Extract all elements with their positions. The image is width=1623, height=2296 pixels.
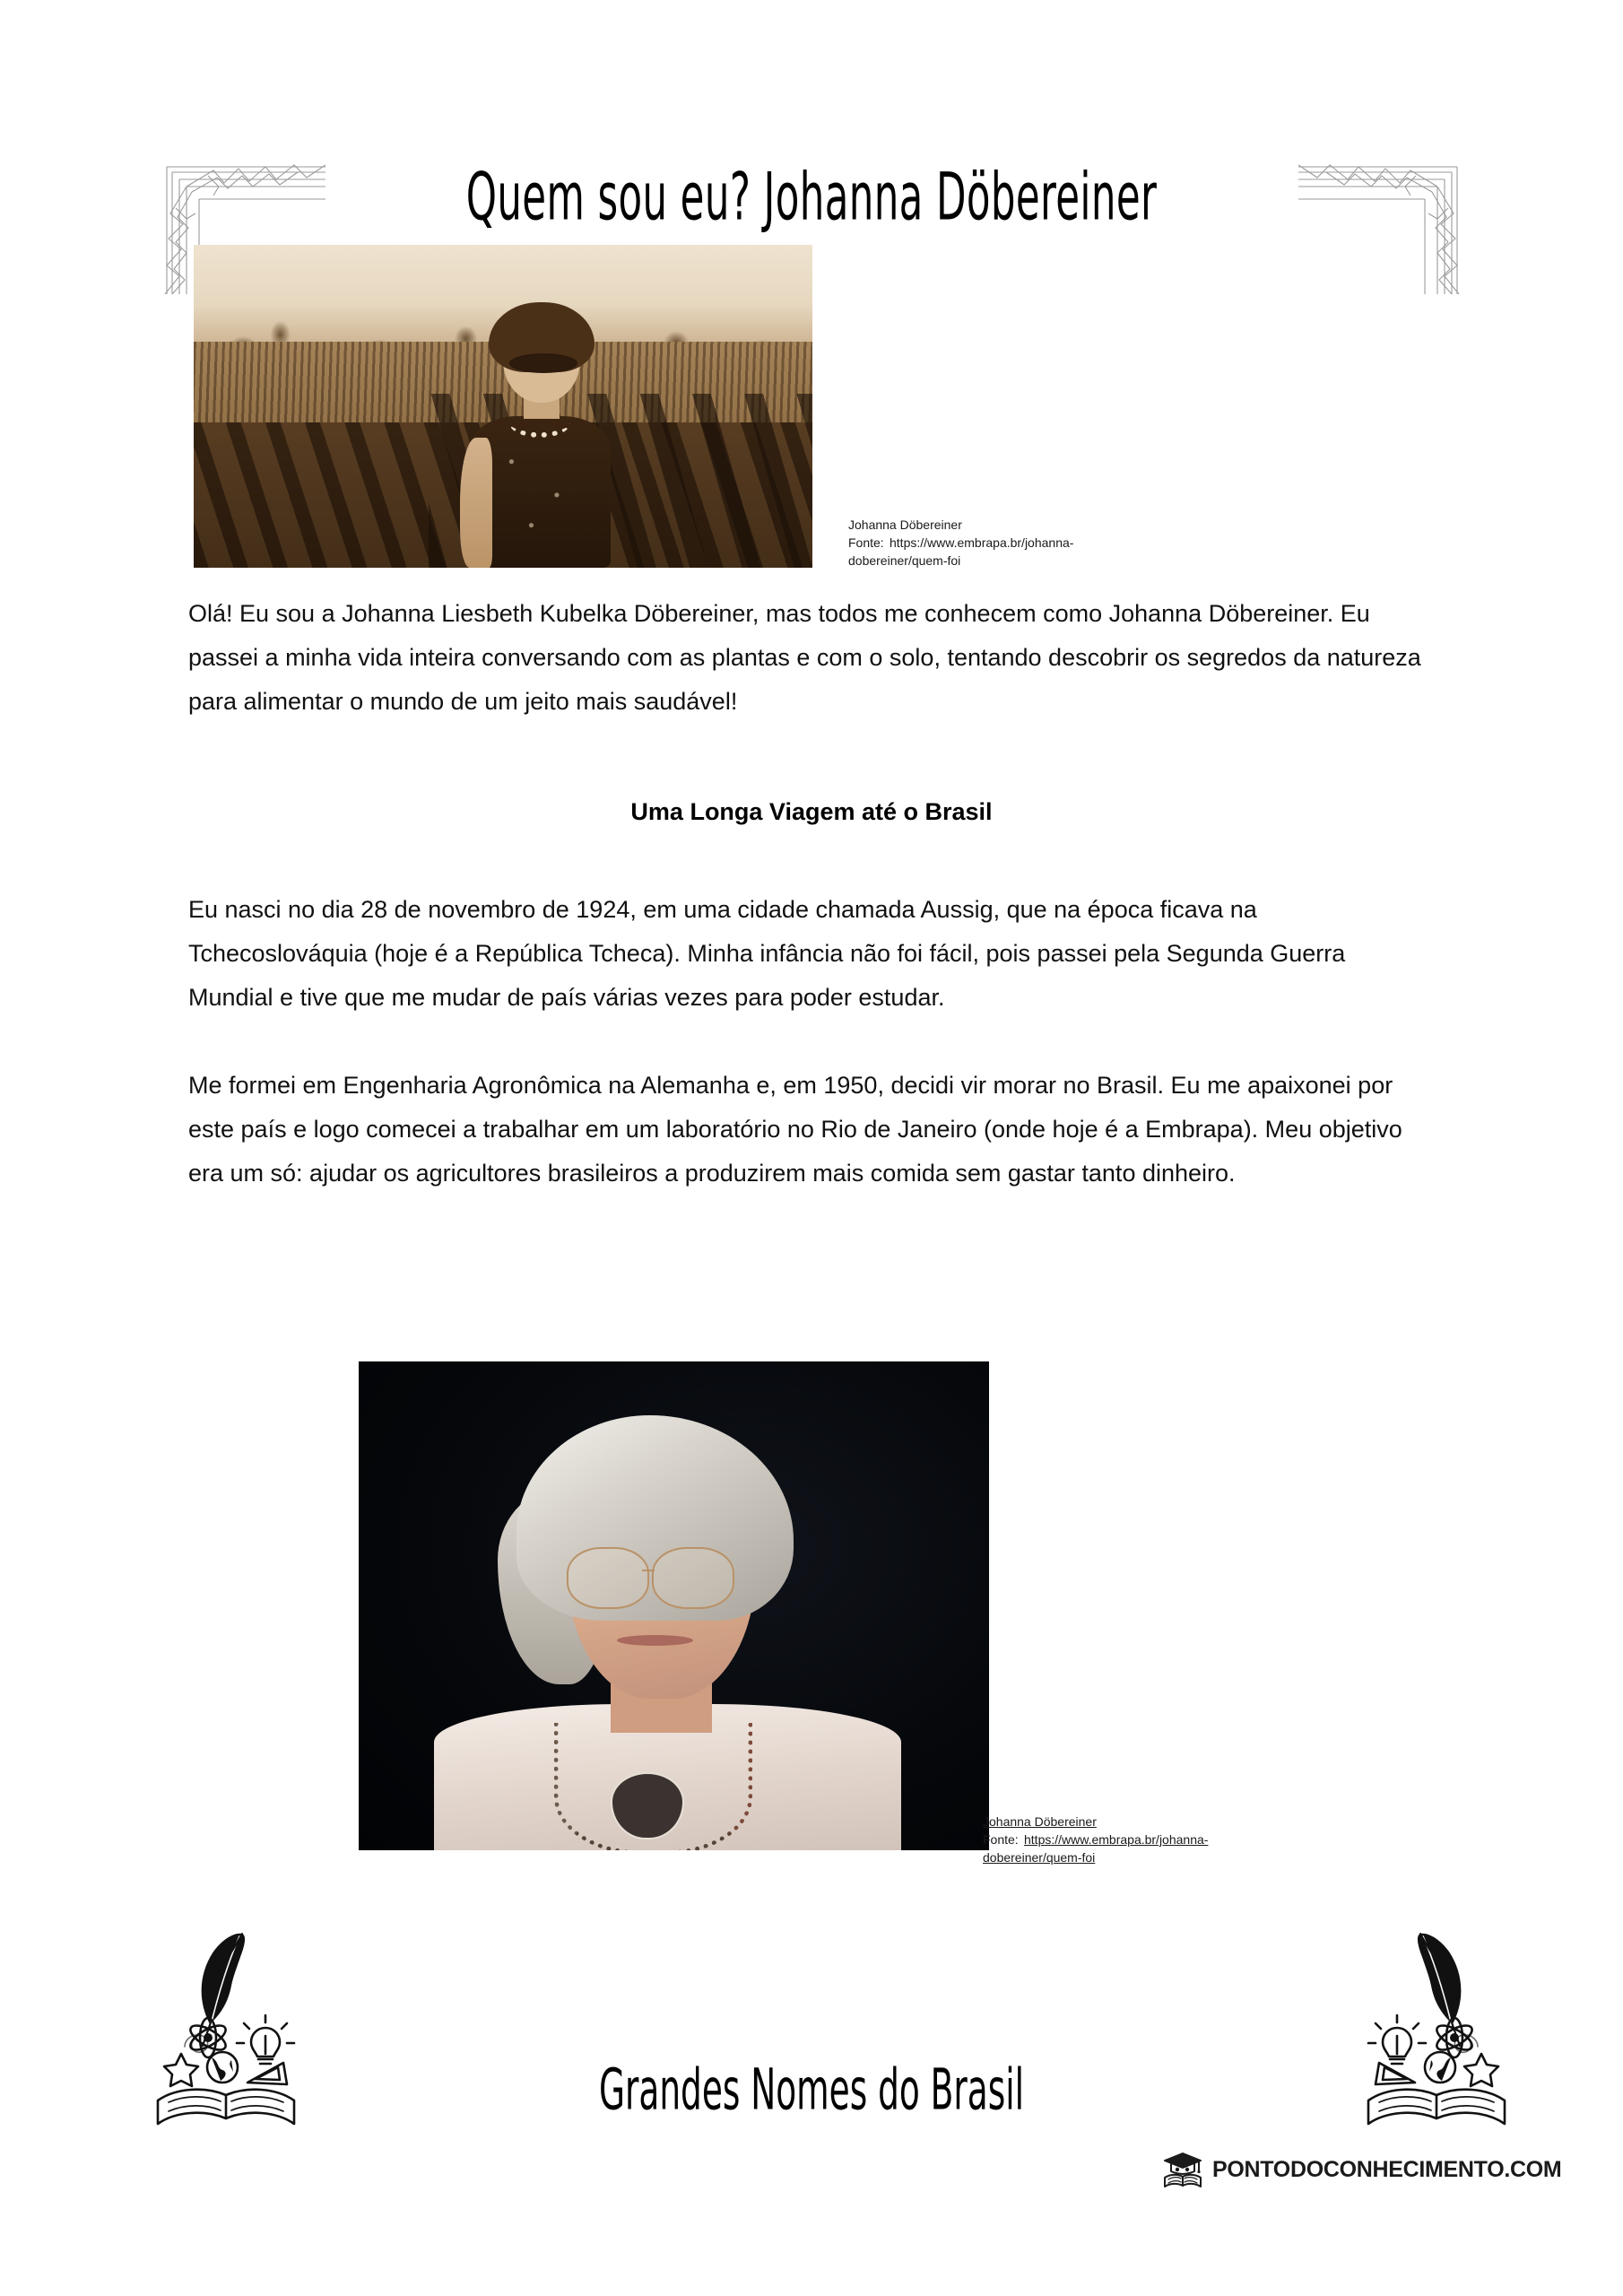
graduation-cap-book-icon <box>1162 2149 1203 2190</box>
photo-johanna-portrait <box>359 1361 989 1850</box>
paragraph-2-block <box>188 888 1435 1020</box>
quill-feather-icon <box>185 1934 245 2053</box>
lightbulb-icon <box>1368 2015 1426 2064</box>
caption-source <box>983 1831 1252 1867</box>
caption-name: Johanna Döbereiner <box>983 1814 1097 1829</box>
star-icon <box>164 2054 198 2086</box>
caption-source-url: https://www.embrapa.br/johanna-dobereiner/quem-foi <box>848 535 1074 568</box>
intro-paragraph-block <box>188 592 1435 724</box>
paragraph-3-block <box>188 1064 1435 1196</box>
section-heading: Uma Longa Viagem até o Brasil <box>630 798 993 825</box>
brand-name: PONTODOCONHECIMENTO.COM <box>1212 2156 1562 2182</box>
caption-name: Johanna Döbereiner <box>848 517 962 532</box>
star-icon <box>1464 2054 1498 2086</box>
portrait-glasses-right <box>652 1547 734 1609</box>
caption-source <box>848 535 1117 570</box>
brand-logo <box>1162 2149 1561 2190</box>
globe-icon <box>1425 2052 1455 2083</box>
page-title: Quem sou eu? Johanna Döbereiner <box>465 158 1158 236</box>
photo-caption-bottom <box>983 1813 1252 1867</box>
portrait-glasses-left <box>567 1547 649 1609</box>
caption-source-url: https://www.embrapa.br/johanna-dobereiner/quem-foi <box>983 1831 1209 1865</box>
portrait-glasses-bridge <box>642 1570 655 1571</box>
caption-source-label: Fonte: <box>848 535 884 550</box>
lightbulb-icon <box>237 2015 294 2064</box>
footer-series-title: Grandes Nomes do Brasil <box>598 2057 1025 2124</box>
photo-johanna-field <box>194 245 812 568</box>
intro-paragraph: Olá! Eu sou a Johanna Liesbeth Kubelka Döbereiner, mas todos me conhecem como Johanna Döbereiner. Eu passei a minha vida inteira conversando com as plantas e com o solo, tentando descobrir os segredos da natureza para alimentar o mundo de um jeito mais saudável! <box>188 600 1421 715</box>
photo-caption-top <box>848 517 1117 570</box>
photo-person-figure <box>460 297 621 568</box>
caption-source-label: Fonte: <box>983 1831 1019 1847</box>
portrait-pendant <box>611 1772 683 1839</box>
paragraph-2: Eu nasci no dia 28 de novembro de 1924, em uma cidade chamada Aussig, que na época ficava na Tchecoslováquia (hoje é a República Tcheca). Minha infância não foi fácil, pois passei pela Segunda Guerra Mundial e tive que me mudar de país várias vezes para poder estudar. <box>188 896 1346 1011</box>
paragraph-3: Me formei em Engenharia Agronômica na Alemanha e, em 1950, decidi vir morar no Brasil. Eu me apaixonei por este país e logo comecei a trabalhar em um laboratório no Rio de Janeiro (onde hoje é a Embrapa). Meu objetivo era um só: ajudar os agricultores brasileiros a produzirem mais comida sem gastar tanto dinheiro. <box>188 1072 1402 1187</box>
quill-feather-icon <box>1418 1934 1478 2053</box>
